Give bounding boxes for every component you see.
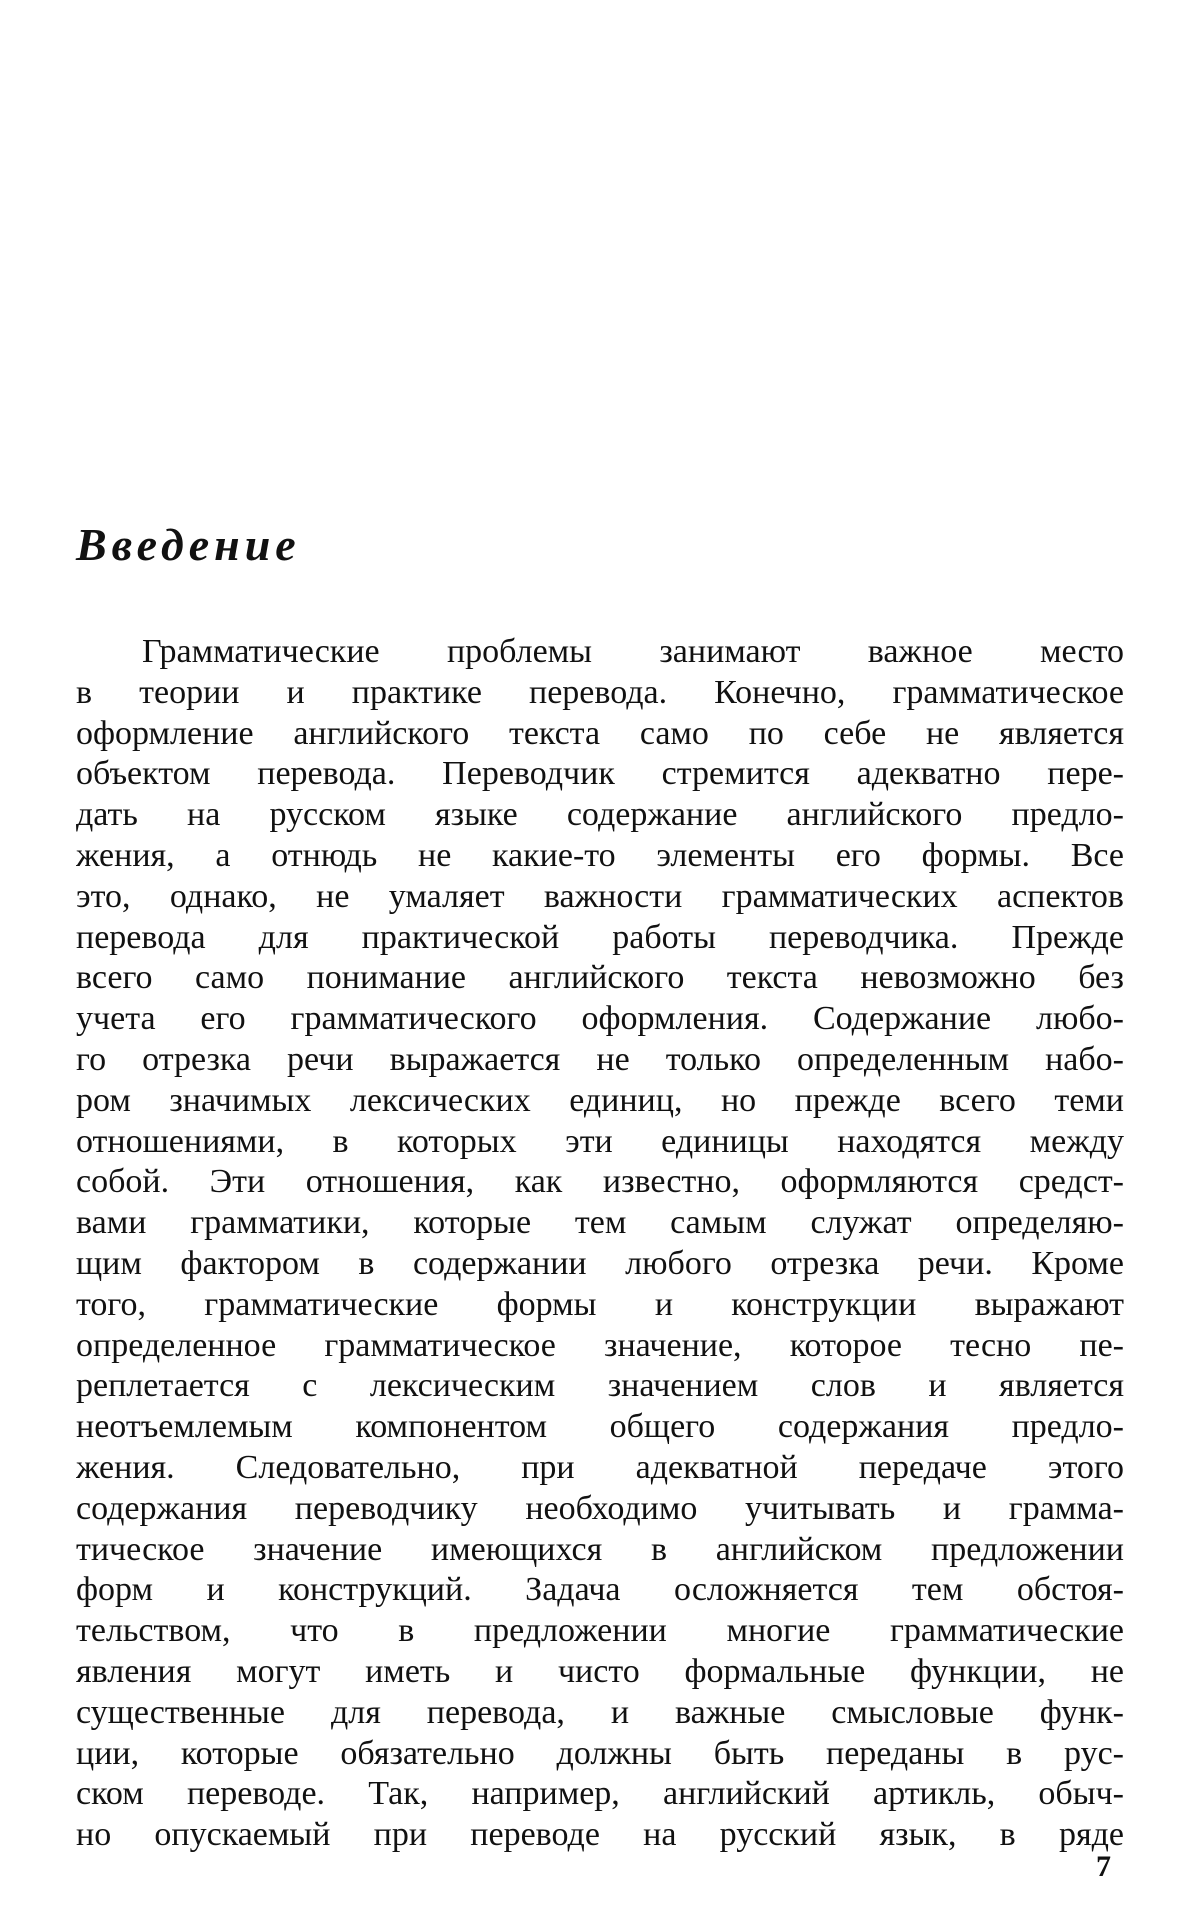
text-line: но опускаемый при переводе на русский язык, в ряде	[76, 1816, 1124, 1854]
text-line: это, однако, не умаляет важности грамматических аспектов	[76, 877, 1124, 915]
text-line: того, грамматические формы и конструкции выражают	[76, 1285, 1124, 1323]
text-line: существенные для перевода, и важные смысловые функ-	[76, 1693, 1124, 1731]
text-line: щим фактором в содержании любого отрезка речи. Кроме	[76, 1244, 1124, 1282]
text-line: объектом перевода. Переводчик стремится адекватно пере-	[76, 755, 1124, 793]
text-line: учета его грамматического оформления. Содержание любо-	[76, 1000, 1124, 1038]
text-line: собой. Эти отношения, как известно, оформляются средст-	[76, 1163, 1124, 1201]
text-line: оформление английского текста само по себе не является	[76, 714, 1124, 752]
text-line: вами грамматики, которые тем самым служат определяю-	[76, 1204, 1124, 1242]
text-line: перевода для практической работы переводчика. Прежде	[76, 918, 1124, 956]
text-line: ром значимых лексических единиц, но прежде всего теми	[76, 1081, 1124, 1119]
text-line: го отрезка речи выражается не только определенным набо-	[76, 1040, 1124, 1078]
text-line: всего само понимание английского текста невозможно без	[76, 959, 1124, 997]
text-line: отношениями, в которых эти единицы находятся между	[76, 1122, 1124, 1160]
text-line: ском переводе. Так, например, английский артикль, обыч-	[76, 1775, 1124, 1813]
text-line: реплетается с лексическим значением слов и является	[76, 1367, 1124, 1405]
text-line: Грамматические проблемы занимают важное место	[142, 633, 1124, 670]
text-line: дать на русском языке содержание английского предло-	[76, 796, 1124, 834]
text-line: ции, которые обязательно должны быть переданы в рус-	[76, 1734, 1124, 1772]
body-text	[76, 632, 1124, 1856]
text-line: явления могут иметь и чисто формальные функции, не	[76, 1652, 1124, 1690]
text-line: жения. Следовательно, при адекватной передаче этого	[76, 1448, 1124, 1486]
text-line: содержания переводчику необходимо учитывать и грамма-	[76, 1489, 1124, 1527]
chapter-title: Введение	[76, 519, 301, 570]
text-line: в теории и практике перевода. Конечно, грамматическое	[76, 673, 1124, 711]
text-line: тическое значение имеющихся в английском предложении	[76, 1530, 1124, 1568]
text-line: форм и конструкций. Задача осложняется тем обстоя-	[76, 1571, 1124, 1609]
text-line: жения, а отнюдь не какие-то элементы его формы. Все	[76, 836, 1124, 874]
text-line: тельством, что в предложении многие грамматические	[76, 1612, 1124, 1650]
page-number: 7	[1096, 1850, 1111, 1883]
text-line: неотъемлемым компонентом общего содержания предло-	[76, 1408, 1124, 1446]
text-line: определенное грамматическое значение, которое тесно пе-	[76, 1326, 1124, 1364]
